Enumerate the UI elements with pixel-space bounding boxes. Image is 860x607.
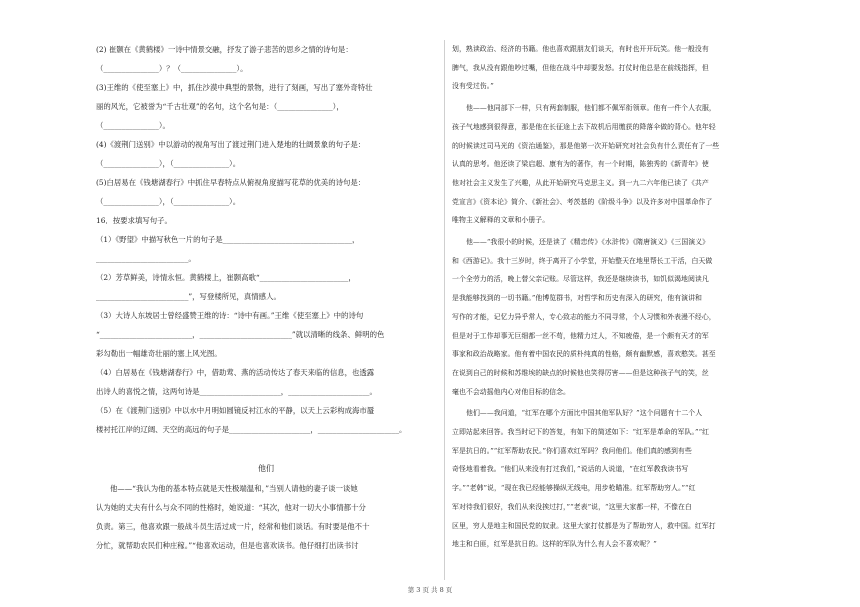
right-column (452, 40, 782, 554)
essay-line: 他们——我问道，“红军在哪个方面比中国其他军队好？”这个问题有十二个人 (466, 409, 703, 418)
question-line: （5）在《渡荆门送别》中以水中月明如圆镜反衬江水的平静，以天上云彩构成海市蜃 (96, 406, 375, 415)
essay-line: 地主和白匪，红军是抗日的。这样的军队为什么有人会不喜欢呢？” (452, 540, 657, 549)
essay-line: 立即站起来回答。我当时记下的答复，有如下的简述如下：“红军是革命的军队。”“红 (452, 428, 710, 437)
question-line: （1）《野望》中描写秋色一片的句子是___________________________________， (96, 235, 360, 244)
essay-paragraph-1 (452, 40, 782, 96)
questions-block (96, 40, 436, 439)
page-footer: 第 3 页 共 8 页 (407, 586, 453, 594)
essay-line: 脾气，我从没有跟他吵过嘴，但他在战斗中却要发怒。打仗时他总是在前线指挥，但 (452, 63, 709, 72)
question-line: 彩勾勒出一幅雄奇壮丽的塞上风光图。 (96, 349, 222, 358)
essay-title: 他们 (258, 464, 274, 473)
essay-line: 没有受过伤。” (452, 82, 494, 91)
essay-line: 和《西游记》。我十三岁时，终于离开了小学堂，开始整天在地里帮长工干活，白天做 (452, 256, 713, 265)
essay-line: 是我能够找到的一切书籍。”他博览群书，对哲学和历史有深入的研究，他有演讲和 (452, 294, 702, 303)
essay-line: 认为她的丈夫有什么与众不同的性格时，她说道：“其次，他对一切大小事情都十分 (96, 503, 366, 512)
essay-line: 在说到自己的时候和苏维埃的缺点的时候他也笑得厉害——但是这种孩子气的笑，丝 (452, 368, 709, 377)
question-line: (2) 崔颢在《黄鹤楼》一诗中情景交融，抒发了游子悲苦的思乡之情的诗句是： (96, 45, 353, 54)
essay-line: 他——“我很小的时候，还是读了《精忠传》《水浒传》《隋唐演义》《三国演义》 (466, 238, 710, 247)
question-line: 丽的风光，它被誉为“千古壮观”的名句，这个名句是：（_______________）， (96, 102, 344, 111)
essay-line: 认真的思考。他还读了梁启超、康有为的著作，有一个时期，陈独秀的《新青年》使 (452, 160, 709, 169)
essay-line: 划，熟读政治、经济的书籍。他也喜欢跟朋友们谈天，有时也开开玩笑。他一般没有 (452, 45, 709, 53)
question-line: 16．按要求填写句子。 (96, 216, 172, 225)
question-line: “_________________________，_________________________”就以清晰的线条、鲜明的色 (96, 330, 385, 339)
essay-line: 他——他同部下一样，只有两套制服，他们都不佩军衔领章。他有一件个人衣服， (466, 104, 716, 113)
essay-paragraph-3 (452, 233, 782, 401)
question-line: （_______________），（_______________）。 (96, 197, 241, 206)
essay-line: 一个全劳力的活，晚上替父亲记账。尽管这样，我还是继续读书，如饥似渴地阅读凡 (452, 275, 709, 284)
question-line: _________________________。 (96, 254, 196, 263)
question-line: 出诗人的喜悦之情，这两句诗是______________________，______________________。 (96, 387, 377, 396)
essay-line: 字。”“老韩”说，“现在我已经能够操纵无线电，用步枪瞄准。红军帮助穷人。”“红 (452, 484, 696, 493)
essay-line: 军是抗日的。”“红军帮助农民。”你们喜欢红军吗？我问他们。他们真的感到有些 (452, 446, 692, 455)
left-column (96, 40, 436, 555)
essay-line: 负责。第三，他喜欢跟一般战斗员生活过成一片，经常和他们谈话。有时要是他不十 (96, 522, 370, 531)
essay-line: 区里，穷人是地主和国民党的奴隶。这里大家打仗都是为了帮助穷人，救中国。红军打 (452, 521, 716, 530)
question-line: （2）芳草鲜美，诗情永恒。黄鹤楼上，崔颢高歌“________________________， (96, 273, 356, 282)
essay-line: 的时候读过司马光的《资治通鉴》，那是他第一次开始研究对社会负有什么责任有了一些 (452, 141, 720, 150)
question-line: 楼衬托江岸的辽阔、天空的高远的句子是______________________，______________________。 (96, 425, 407, 434)
essay-line: 分忙，就帮助农民们种庄稼。”“他喜欢运动，但是也喜欢读书。他仔细打出读书讨 (96, 541, 359, 550)
essay-paragraph-4 (452, 404, 782, 554)
essay-line: 军对待我们很好，我们从来没挨过打，”“老表”说，“这里大家都一样，不像在白 (452, 502, 692, 511)
essay-line: 写作的才能，记忆力异乎常人，专心致志的能力不同寻常，个人习惯和外表漫不经心， (452, 312, 716, 321)
question-line: (5)白居易在《钱塘湖春行》中抓住早春特点从俯视角度描写花草的优美的诗句是： (96, 178, 366, 187)
question-line: （3）大诗人东坡居士曾经盛赞王维的诗：“诗中有画。”王维《使至塞上》中的诗句 (96, 311, 364, 320)
question-line: (3)王维的《使至塞上》中，抓住沙漠中典型的景物，进行了刻画，写出了塞外奇特壮 (96, 83, 373, 92)
essay-line: 他对社会主义发生了兴趣，从此开始研究马克思主义。到一九二六年他已读了《共产 (452, 178, 709, 187)
essay-paragraph-2 (452, 99, 782, 230)
essay-line: 唯物主义解释的文章和小册子。 (452, 216, 550, 225)
question-line: （_______________），（_______________）。 (96, 159, 241, 168)
question-line: （_______________）？（_______________）。 (96, 64, 248, 73)
essay-left-block (96, 479, 436, 555)
question-line: （4）白居易在《钱塘湖春行》中，借助莺、燕的活动传达了春天来临的信息，也透露 (96, 368, 375, 377)
essay-line: 党宣言》《资本论》简介、《新社会》、考茨基的《阶级斗争》以及许多对中国革命作了 (452, 197, 713, 206)
question-line: (4)《渡荆门送别》中以游动的视角写出了渡过荆门进入楚地的壮阔景象的句子是： (96, 140, 366, 149)
essay-line: 孩子气地感到很得意，那是他在长征途上去下故机后用缴获的降落伞做的背心。他年轻 (452, 122, 716, 131)
essay-line: 奇怪地看着我。“他们从来没有打过我们，”说话的人说道，“在红军教我读书写 (452, 465, 689, 474)
essay-line: 但是对于工作却事无巨细都一丝不苟，他精力过人，不知疲倦，是一个颇有天才的军 (452, 331, 709, 340)
column-divider (444, 40, 445, 580)
essay-line: 事家和政治战略家。他有着中国农民的质朴纯真的性格，颇有幽默感，喜欢憨笑。甚至 (452, 350, 716, 359)
question-line: _________________________”，写登楼所见，真情感人。 (96, 292, 281, 301)
question-line: （_______________）。 (96, 121, 170, 130)
essay-line: 毫也不会动摇他内心对他目标的信念。 (452, 387, 570, 396)
essay-line: 他——“我认为他的基本特点就是天性极端温和，”当别人请他的妻子谈一谈她 (110, 484, 358, 493)
